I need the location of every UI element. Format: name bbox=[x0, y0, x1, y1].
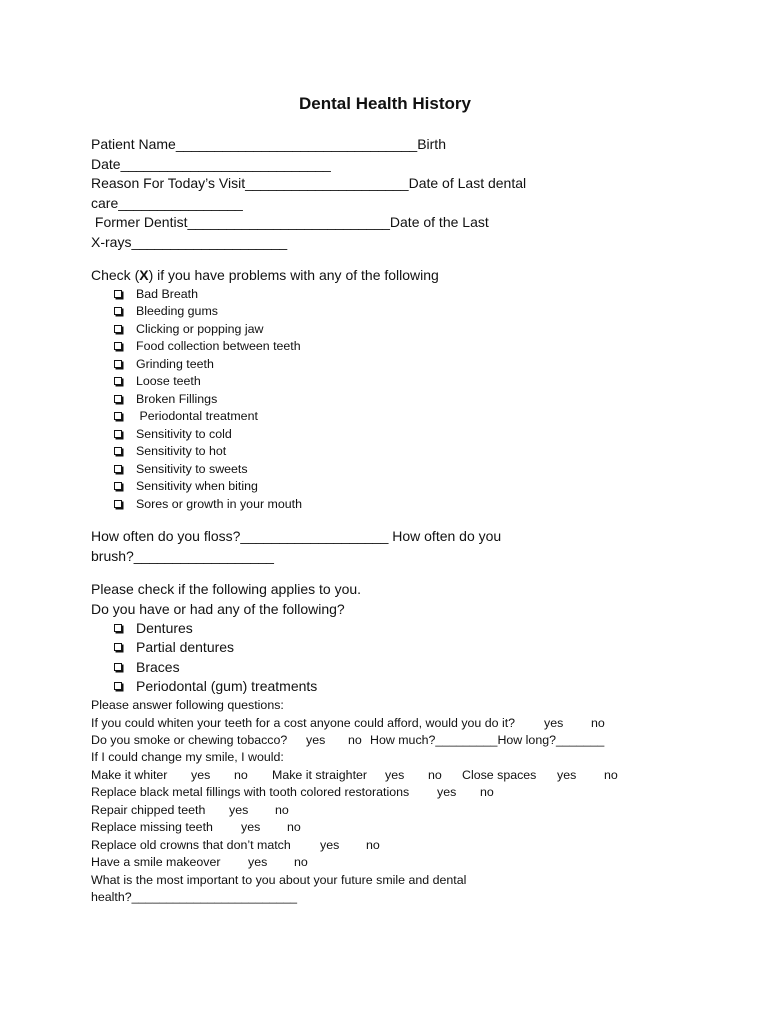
checklist-item: Sores or growth in your mouth bbox=[136, 497, 302, 511]
checkbox[interactable] bbox=[114, 624, 122, 632]
crowns-yes[interactable]: yes bbox=[320, 838, 340, 852]
former-dentist-line[interactable]: Former Dentist__________________________Date of the Last bbox=[91, 214, 489, 230]
checklist-item: Sensitivity to sweets bbox=[136, 462, 248, 476]
missing-yes[interactable]: yes bbox=[241, 820, 261, 834]
floss-line[interactable]: How often do you floss?___________________ How often do you bbox=[91, 528, 502, 544]
checklist-item: Grinding teeth bbox=[136, 357, 214, 371]
care-line[interactable]: care________________ bbox=[91, 195, 243, 211]
heading-pre: Check ( bbox=[91, 267, 140, 283]
checkbox[interactable] bbox=[114, 482, 122, 490]
conditions-question: Do you have or had any of the following? bbox=[91, 601, 345, 617]
fillings-yes[interactable]: yes bbox=[437, 785, 457, 799]
checkbox[interactable] bbox=[114, 465, 122, 473]
whiten-no[interactable]: no bbox=[591, 716, 605, 730]
brush-line[interactable]: brush?__________________ bbox=[91, 548, 274, 564]
checklist-item: Clicking or popping jaw bbox=[136, 322, 264, 336]
checkbox[interactable] bbox=[114, 663, 122, 671]
checkbox[interactable] bbox=[114, 430, 122, 438]
smoke-question: Do you smoke or chewing tobacco? bbox=[91, 733, 288, 747]
makeover-option: Have a smile makeover bbox=[91, 855, 221, 869]
checklist-item: Broken Fillings bbox=[136, 392, 218, 406]
fillings-option: Replace black metal fillings with tooth colored restorations bbox=[91, 785, 410, 799]
heading-post: ) if you have problems with any of the following bbox=[148, 267, 439, 283]
date-line[interactable]: Date___________________________ bbox=[91, 156, 331, 172]
questions-intro: Please answer following questions: bbox=[91, 698, 284, 712]
chipped-no[interactable]: no bbox=[275, 803, 289, 817]
smoke-no[interactable]: no bbox=[348, 733, 362, 747]
crowns-option: Replace old crowns that don’t match bbox=[91, 838, 291, 852]
whiter-no[interactable]: no bbox=[234, 768, 248, 782]
checkbox[interactable] bbox=[114, 307, 122, 315]
straighter-yes[interactable]: yes bbox=[385, 768, 405, 782]
checkbox[interactable] bbox=[114, 290, 122, 298]
checklist-item: Loose teeth bbox=[136, 374, 201, 388]
fillings-no[interactable]: no bbox=[480, 785, 494, 799]
checkbox[interactable] bbox=[114, 395, 122, 403]
close-spaces-option: Close spaces bbox=[462, 768, 537, 782]
chipped-yes[interactable]: yes bbox=[229, 803, 249, 817]
close-spaces-yes[interactable]: yes bbox=[557, 768, 577, 782]
important-answer-line[interactable]: health?________________________ bbox=[91, 890, 298, 904]
checkbox[interactable] bbox=[114, 643, 122, 651]
straighter-option: Make it straighter bbox=[272, 768, 368, 782]
xrays-line[interactable]: X-rays____________________ bbox=[91, 234, 288, 250]
checkbox[interactable] bbox=[114, 360, 122, 368]
change-smile-intro: If I could change my smile, I would: bbox=[91, 750, 284, 764]
missing-option: Replace missing teeth bbox=[91, 820, 213, 834]
missing-no[interactable]: no bbox=[287, 820, 301, 834]
checklist-item: Sensitivity when biting bbox=[136, 479, 258, 493]
checkbox[interactable] bbox=[114, 682, 122, 690]
checklist-item: Sensitivity to hot bbox=[136, 444, 227, 458]
checklist-item: Sensitivity to cold bbox=[136, 427, 232, 441]
checkbox[interactable] bbox=[114, 447, 122, 455]
whiten-question: If you could whiten your teeth for a cost anyone could afford, would you do it? bbox=[91, 716, 516, 730]
whiter-yes[interactable]: yes bbox=[191, 768, 211, 782]
straighter-no[interactable]: no bbox=[428, 768, 442, 782]
whiten-yes[interactable]: yes bbox=[544, 716, 564, 730]
condition-item: Partial dentures bbox=[136, 639, 235, 655]
page-title: Dental Health History bbox=[299, 94, 471, 113]
checkbox[interactable] bbox=[114, 500, 122, 508]
heading-mark: X bbox=[139, 267, 149, 283]
condition-item: Dentures bbox=[136, 620, 193, 636]
makeover-no[interactable]: no bbox=[294, 855, 308, 869]
checkbox[interactable] bbox=[114, 342, 122, 350]
makeover-yes[interactable]: yes bbox=[248, 855, 268, 869]
reason-visit-line[interactable]: Reason For Today’s Visit_____________________Date of Last dental bbox=[91, 175, 527, 191]
chipped-option: Repair chipped teeth bbox=[91, 803, 206, 817]
checklist-item: Food collection between teeth bbox=[136, 339, 301, 353]
conditions-intro: Please check if the following applies to you. bbox=[91, 581, 362, 597]
checkbox[interactable] bbox=[114, 325, 122, 333]
condition-item: Periodontal (gum) treatments bbox=[136, 678, 318, 694]
checklist-item: Bleeding gums bbox=[136, 304, 218, 318]
checklist-item: Bad Breath bbox=[136, 287, 198, 301]
crowns-no[interactable]: no bbox=[366, 838, 380, 852]
whiter-option: Make it whiter bbox=[91, 768, 168, 782]
checklist-item: Periodontal treatment bbox=[136, 409, 258, 423]
close-spaces-no[interactable]: no bbox=[604, 768, 618, 782]
smoke-yes[interactable]: yes bbox=[306, 733, 326, 747]
condition-item: Braces bbox=[136, 659, 180, 675]
problems-heading bbox=[91, 266, 439, 285]
smoke-amount-line[interactable]: How much?_________How long?_______ bbox=[370, 733, 605, 747]
checkbox[interactable] bbox=[114, 377, 122, 385]
checkbox[interactable] bbox=[114, 412, 122, 420]
important-question: What is the most important to you about your future smile and dental bbox=[91, 873, 467, 887]
patient-name-birth-line[interactable]: Patient Name_______________________________Birth bbox=[91, 136, 446, 152]
